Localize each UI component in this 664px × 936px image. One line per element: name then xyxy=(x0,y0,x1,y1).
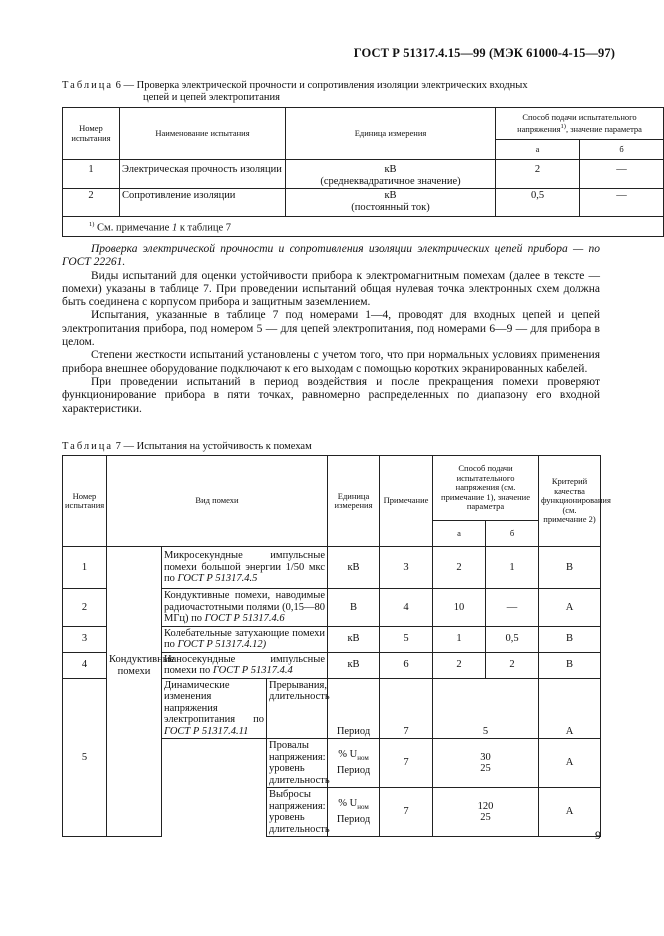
table6-footnote-mark: 1) xyxy=(89,221,95,228)
table7-caption-text: 7 — Испытания на устойчивость к помехам xyxy=(115,441,312,452)
body-paragraph-2: Виды испытаний для оценки устойчивости прибора к электромагнитным помехам (далее в тексте — помехи) указаны в таблице 7. При проведении испытаний общая нулевая точка электронных схем должна быть соединена с корпусом прибора и защитным заземлением. xyxy=(62,269,600,309)
table7-row2-note: 4 xyxy=(380,589,433,627)
table7-group-label: Кондуктивные помехи xyxy=(107,652,162,837)
table7-row5c-unit-period: Период xyxy=(336,814,371,826)
table7-row5b-value xyxy=(433,739,539,788)
table7-row5b-duration: 25 xyxy=(480,763,491,774)
table7-row3-unit: кВ xyxy=(328,626,380,652)
table7-head-method: Способ подачи испытательного напряжения (см. примечание 1), значение параметра xyxy=(433,456,539,521)
table6-footnote-pre: См. примечание xyxy=(94,222,172,234)
page-number: 9 xyxy=(595,828,601,842)
table7-row5-kind xyxy=(162,678,267,739)
table6-footnote xyxy=(63,217,664,237)
table7-row5c-unit xyxy=(328,788,380,837)
table7-row5c-value xyxy=(433,788,539,837)
table7-row5c-note: 7 xyxy=(380,788,433,837)
table7-row4-kind-text: Наносекундные импульсные помехи по xyxy=(164,653,326,676)
body-paragraph-5: При проведении испытаний в период воздействия и после прекращения помехи проверяют функционирование прибора в пяти точках, равномерно распределенных по диапазону его входной характеристики. xyxy=(62,375,600,415)
table7 xyxy=(62,455,611,837)
table6-row2-name: Сопротивление изоляции xyxy=(120,189,286,217)
table7-head-a: а xyxy=(433,521,486,547)
table7-row5c-unit-sub: ном xyxy=(357,803,369,812)
table7-row3-a: 1 xyxy=(433,626,486,652)
body-text xyxy=(62,243,600,416)
table7-row3-kind-text: Колебательные затухающие помехи по xyxy=(164,627,326,650)
table7-row5c-duration: 25 xyxy=(480,812,491,823)
table7-row2-unit: В xyxy=(328,589,380,627)
table7-row5b-unit-pct: % U xyxy=(338,749,358,761)
table6-head-num: Номер испытания xyxy=(63,108,120,160)
table7-row4-a: 2 xyxy=(433,652,486,678)
table6-row2-num: 2 xyxy=(63,189,120,217)
table6-row1-b: — xyxy=(580,160,664,189)
table6-row1-a: 2 xyxy=(496,160,580,189)
table7-row3-b: 0,5 xyxy=(486,626,539,652)
table7-row2-a: 10 xyxy=(433,589,486,627)
table7-row5b-level: 30 xyxy=(480,751,491,763)
table7-row1-kind-text: Микросекундные импульсные помехи большой энергии 1/50 мкс по xyxy=(164,550,326,585)
table7-row3-note: 5 xyxy=(380,626,433,652)
table7-row1-kind xyxy=(162,547,328,589)
table7-row4-b: 2 xyxy=(486,652,539,678)
table6-row2-b: — xyxy=(580,189,664,217)
table6-caption-text: 6 — Проверка электрической прочности и сопротивления изоляции электрических входных xyxy=(115,80,528,91)
table7-row5b-unit-period: Период xyxy=(336,765,371,777)
table7-row2-num: 2 xyxy=(63,589,107,627)
table7-row5b-note: 7 xyxy=(380,739,433,788)
table7-row1-note: 3 xyxy=(380,547,433,589)
table7-row3-kind xyxy=(162,626,328,652)
table7-row3-num: 3 xyxy=(63,626,107,652)
table6 xyxy=(62,107,664,237)
table7-head-crit: Критерий качества функционирования (см. примечание 2) xyxy=(539,456,601,547)
table7-row2-kind-text: Кондуктивные помехи, наводимые радиочастотными полями (0,15—80 МГц) по xyxy=(164,590,326,624)
table7-row5-kind-std: ГОСТ Р 51317.4.11 xyxy=(164,725,249,737)
table7-row4-crit: B xyxy=(539,652,601,678)
table7-row5b-unit-sub: ном xyxy=(357,754,369,763)
table7-row1-kind-std: ГОСТ Р 51317.4.5 xyxy=(177,573,258,585)
table6-head-name: Наименование испытания xyxy=(120,108,286,160)
table7-row5c-crit: А xyxy=(539,788,601,837)
table7-row1-b: 1 xyxy=(486,547,539,589)
table7-caption xyxy=(62,441,312,453)
table7-row4-unit: кВ xyxy=(328,652,380,678)
table6-head-method-sup: 1) xyxy=(560,123,566,131)
table7-row4-kind-std: ГОСТ Р 51317.4.4 xyxy=(212,665,293,676)
table6-caption xyxy=(62,80,528,92)
table7-row4-num: 4 xyxy=(63,652,107,678)
table7-row5c-unit-level xyxy=(330,798,377,814)
table7-row5a-value: 5 xyxy=(433,678,539,739)
table6-caption-word: Таблица xyxy=(62,80,114,91)
table6-head-unit: Единица измерения xyxy=(286,108,496,160)
table6-row2-unit xyxy=(286,189,496,217)
table7-row5b-unit-level xyxy=(330,749,377,765)
table6-row1-name: Электрическая прочность изоляции xyxy=(120,160,286,189)
body-paragraph-1: Проверка электрической прочности и сопротивления изоляции электрических цепей прибора — по ГОСТ 22261. xyxy=(62,243,600,269)
table6-footnote-post: к таблице 7 xyxy=(177,222,232,234)
table7-row1-crit: B xyxy=(539,547,601,589)
document-header: ГОСТ Р 51317.4.15—99 (МЭК 61000-4-15—97) xyxy=(353,46,615,60)
table7-row5c-level: 120 xyxy=(477,800,494,812)
table7-row3-crit: B xyxy=(539,626,601,652)
table6-head-method-post: , значение параметра xyxy=(565,123,642,134)
table6-row1-num: 1 xyxy=(63,160,120,189)
table7-row5-num: 5 xyxy=(63,678,107,837)
table7-row2-kind xyxy=(162,589,328,627)
table6-head-method-pre: Способ подачи испытательного напряжения xyxy=(517,111,637,134)
table6-row2-unit-sub: (постоянный ток) xyxy=(351,201,430,213)
table7-row1-unit: кВ xyxy=(328,547,380,589)
table7-row5b-label: Провалы напряжения: уровень длительность xyxy=(267,739,328,788)
table7-row4-note: 6 xyxy=(380,652,433,678)
table7-row5a-crit: А xyxy=(539,678,601,739)
table6-row1-unit xyxy=(286,160,496,189)
table6-head-method xyxy=(496,108,664,140)
table6-row2-a: 0,5 xyxy=(496,189,580,217)
table7-row5b-unit xyxy=(328,739,380,788)
table7-head-kind: Вид помехи xyxy=(107,456,328,547)
table7-row5a-label: Прерывания, длительность xyxy=(267,678,328,739)
table7-row5a-unit: Период xyxy=(328,678,380,739)
table7-row2-crit: А xyxy=(539,589,601,627)
table7-row3-kind-std: ГОСТ Р 51317.4.12) xyxy=(177,639,267,650)
table7-head-num: Номер испытания xyxy=(63,456,107,547)
table7-head-b: б xyxy=(486,521,539,547)
body-paragraph-4: Степени жесткости испытаний установлены с учетом того, что при нормальных условиях применения прибора внешнее оборудование подключают к его выходам с помощью коротких экранированных кабелей. xyxy=(62,349,600,375)
table6-head-b: б xyxy=(580,140,664,160)
table7-row4-kind xyxy=(162,652,328,678)
table7-row2-kind-std: ГОСТ Р 51317.4.6 xyxy=(204,613,285,624)
table7-row5b-crit: А xyxy=(539,739,601,788)
table7-head-note: Примечание xyxy=(380,456,433,547)
table6-row1-unit-sub: (среднеквадратичное значение) xyxy=(320,175,461,187)
body-paragraph-3: Испытания, указанные в таблице 7 под номерами 1—4, проводят для входных цепей и цепей электропитания прибора, под номером 5 — для цепей электропитания, под номерами 6—9 — для прибора в целом. xyxy=(62,309,600,349)
table7-caption-word: Таблица xyxy=(62,441,114,452)
table6-row2-unit-main: кВ xyxy=(384,190,397,201)
table6-caption-line2: цепей и цепей электропитания xyxy=(143,92,280,103)
table7-row5c-label: Выбросы напряжения: уровень длительность xyxy=(267,788,328,837)
table6-head-a: а xyxy=(496,140,580,160)
table6-footnote-num: 1 xyxy=(171,222,178,234)
table7-row5a-note: 7 xyxy=(380,678,433,739)
table7-row5c-unit-pct: % U xyxy=(338,798,358,810)
table6-row1-unit-main: кВ xyxy=(384,164,397,175)
table7-row2-b: — xyxy=(486,589,539,627)
table7-row1-num: 1 xyxy=(63,547,107,589)
table7-row5-kind-text: Динамические изменения напряжения электропитания по xyxy=(164,679,264,725)
table7-row1-a: 2 xyxy=(433,547,486,589)
table7-head-unit: Единица измерения xyxy=(328,456,380,547)
